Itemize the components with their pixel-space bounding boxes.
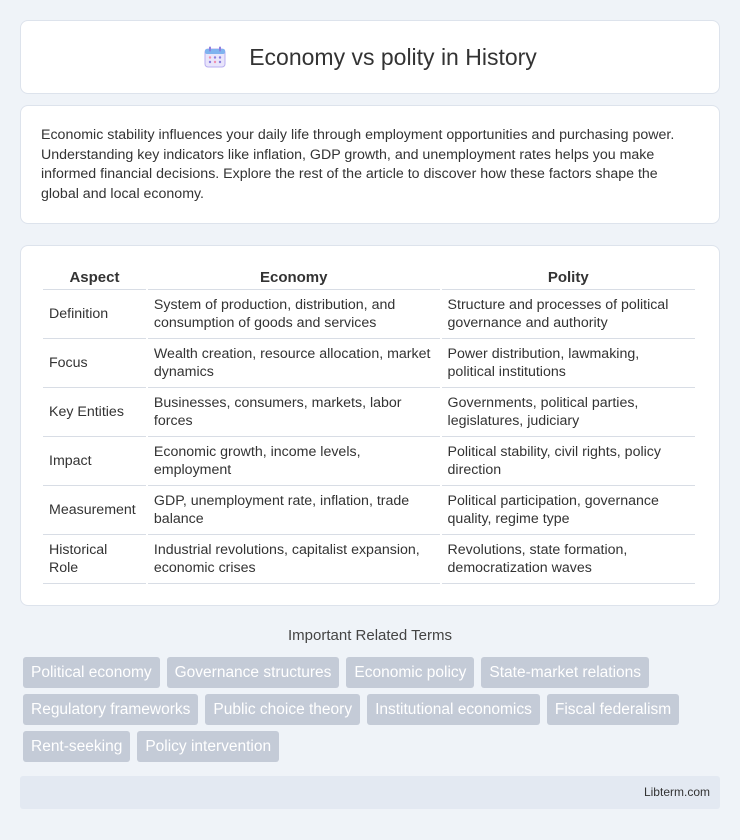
related-terms-list — [23, 657, 723, 768]
calendar-icon — [203, 45, 227, 69]
comparison-table-card — [20, 245, 720, 606]
header-economy: Economy — [148, 264, 440, 290]
table-row — [43, 437, 695, 486]
table-row — [43, 535, 695, 584]
cell-aspect: Focus — [43, 339, 146, 388]
related-term-tag[interactable]: Fiscal federalism — [547, 694, 679, 725]
header-aspect: Aspect — [43, 264, 146, 290]
cell-economy: GDP, unemployment rate, inflation, trade balance — [148, 486, 440, 535]
related-term-tag[interactable]: Regulatory frameworks — [23, 694, 198, 725]
cell-aspect: Historical Role — [43, 535, 146, 584]
cell-polity: Revolutions, state formation, democratization waves — [442, 535, 695, 584]
cell-economy: Economic growth, income levels, employment — [148, 437, 440, 486]
footer-site-link[interactable]: Libterm.com — [643, 785, 710, 799]
cell-polity: Power distribution, lawmaking, political institutions — [442, 339, 695, 388]
related-term-tag[interactable]: Political economy — [23, 657, 160, 688]
cell-economy: Businesses, consumers, markets, labor forces — [148, 388, 440, 437]
related-term-tag[interactable]: Institutional economics — [367, 694, 540, 725]
cell-economy: Industrial revolutions, capitalist expansion, economic crises — [148, 535, 440, 584]
cell-polity: Political stability, civil rights, policy direction — [442, 437, 695, 486]
comparison-table — [41, 264, 697, 584]
table-row — [43, 486, 695, 535]
related-term-tag[interactable]: Public choice theory — [205, 694, 360, 725]
cell-aspect: Impact — [43, 437, 146, 486]
page-title: Economy vs polity in History — [249, 43, 537, 70]
related-term-tag[interactable]: Economic policy — [346, 657, 474, 688]
cell-polity: Structure and processes of political governance and authority — [442, 290, 695, 339]
cell-polity: Political participation, governance quality, regime type — [442, 486, 695, 535]
related-term-tag[interactable]: State-market relations — [481, 657, 649, 688]
cell-economy: System of production, distribution, and consumption of goods and services — [148, 290, 440, 339]
table-row — [43, 339, 695, 388]
related-term-tag[interactable]: Policy intervention — [137, 731, 279, 762]
intro-text: Economic stability influences your daily life through employment opportunities and purchasing power. Understanding key indicators like inflation, GDP growth, and unemployment rates helps you make informed financial decisions. Explore the rest of the article to discover how these factors shape the global and local economy. — [41, 127, 675, 202]
related-term-tag[interactable]: Rent-seeking — [23, 731, 130, 762]
cell-aspect: Measurement — [43, 486, 146, 535]
header-card — [20, 20, 720, 94]
cell-economy: Wealth creation, resource allocation, market dynamics — [148, 339, 440, 388]
header-polity: Polity — [442, 264, 695, 290]
footer — [20, 776, 720, 809]
cell-aspect: Definition — [43, 290, 146, 339]
related-term-tag[interactable]: Governance structures — [167, 657, 340, 688]
table-row — [43, 388, 695, 437]
cell-polity: Governments, political parties, legislatures, judiciary — [442, 388, 695, 437]
intro-card — [20, 105, 720, 224]
cell-aspect: Key Entities — [43, 388, 146, 437]
table-header-row — [43, 264, 695, 290]
related-terms-title: Important Related Terms — [288, 627, 452, 644]
table-row — [43, 290, 695, 339]
